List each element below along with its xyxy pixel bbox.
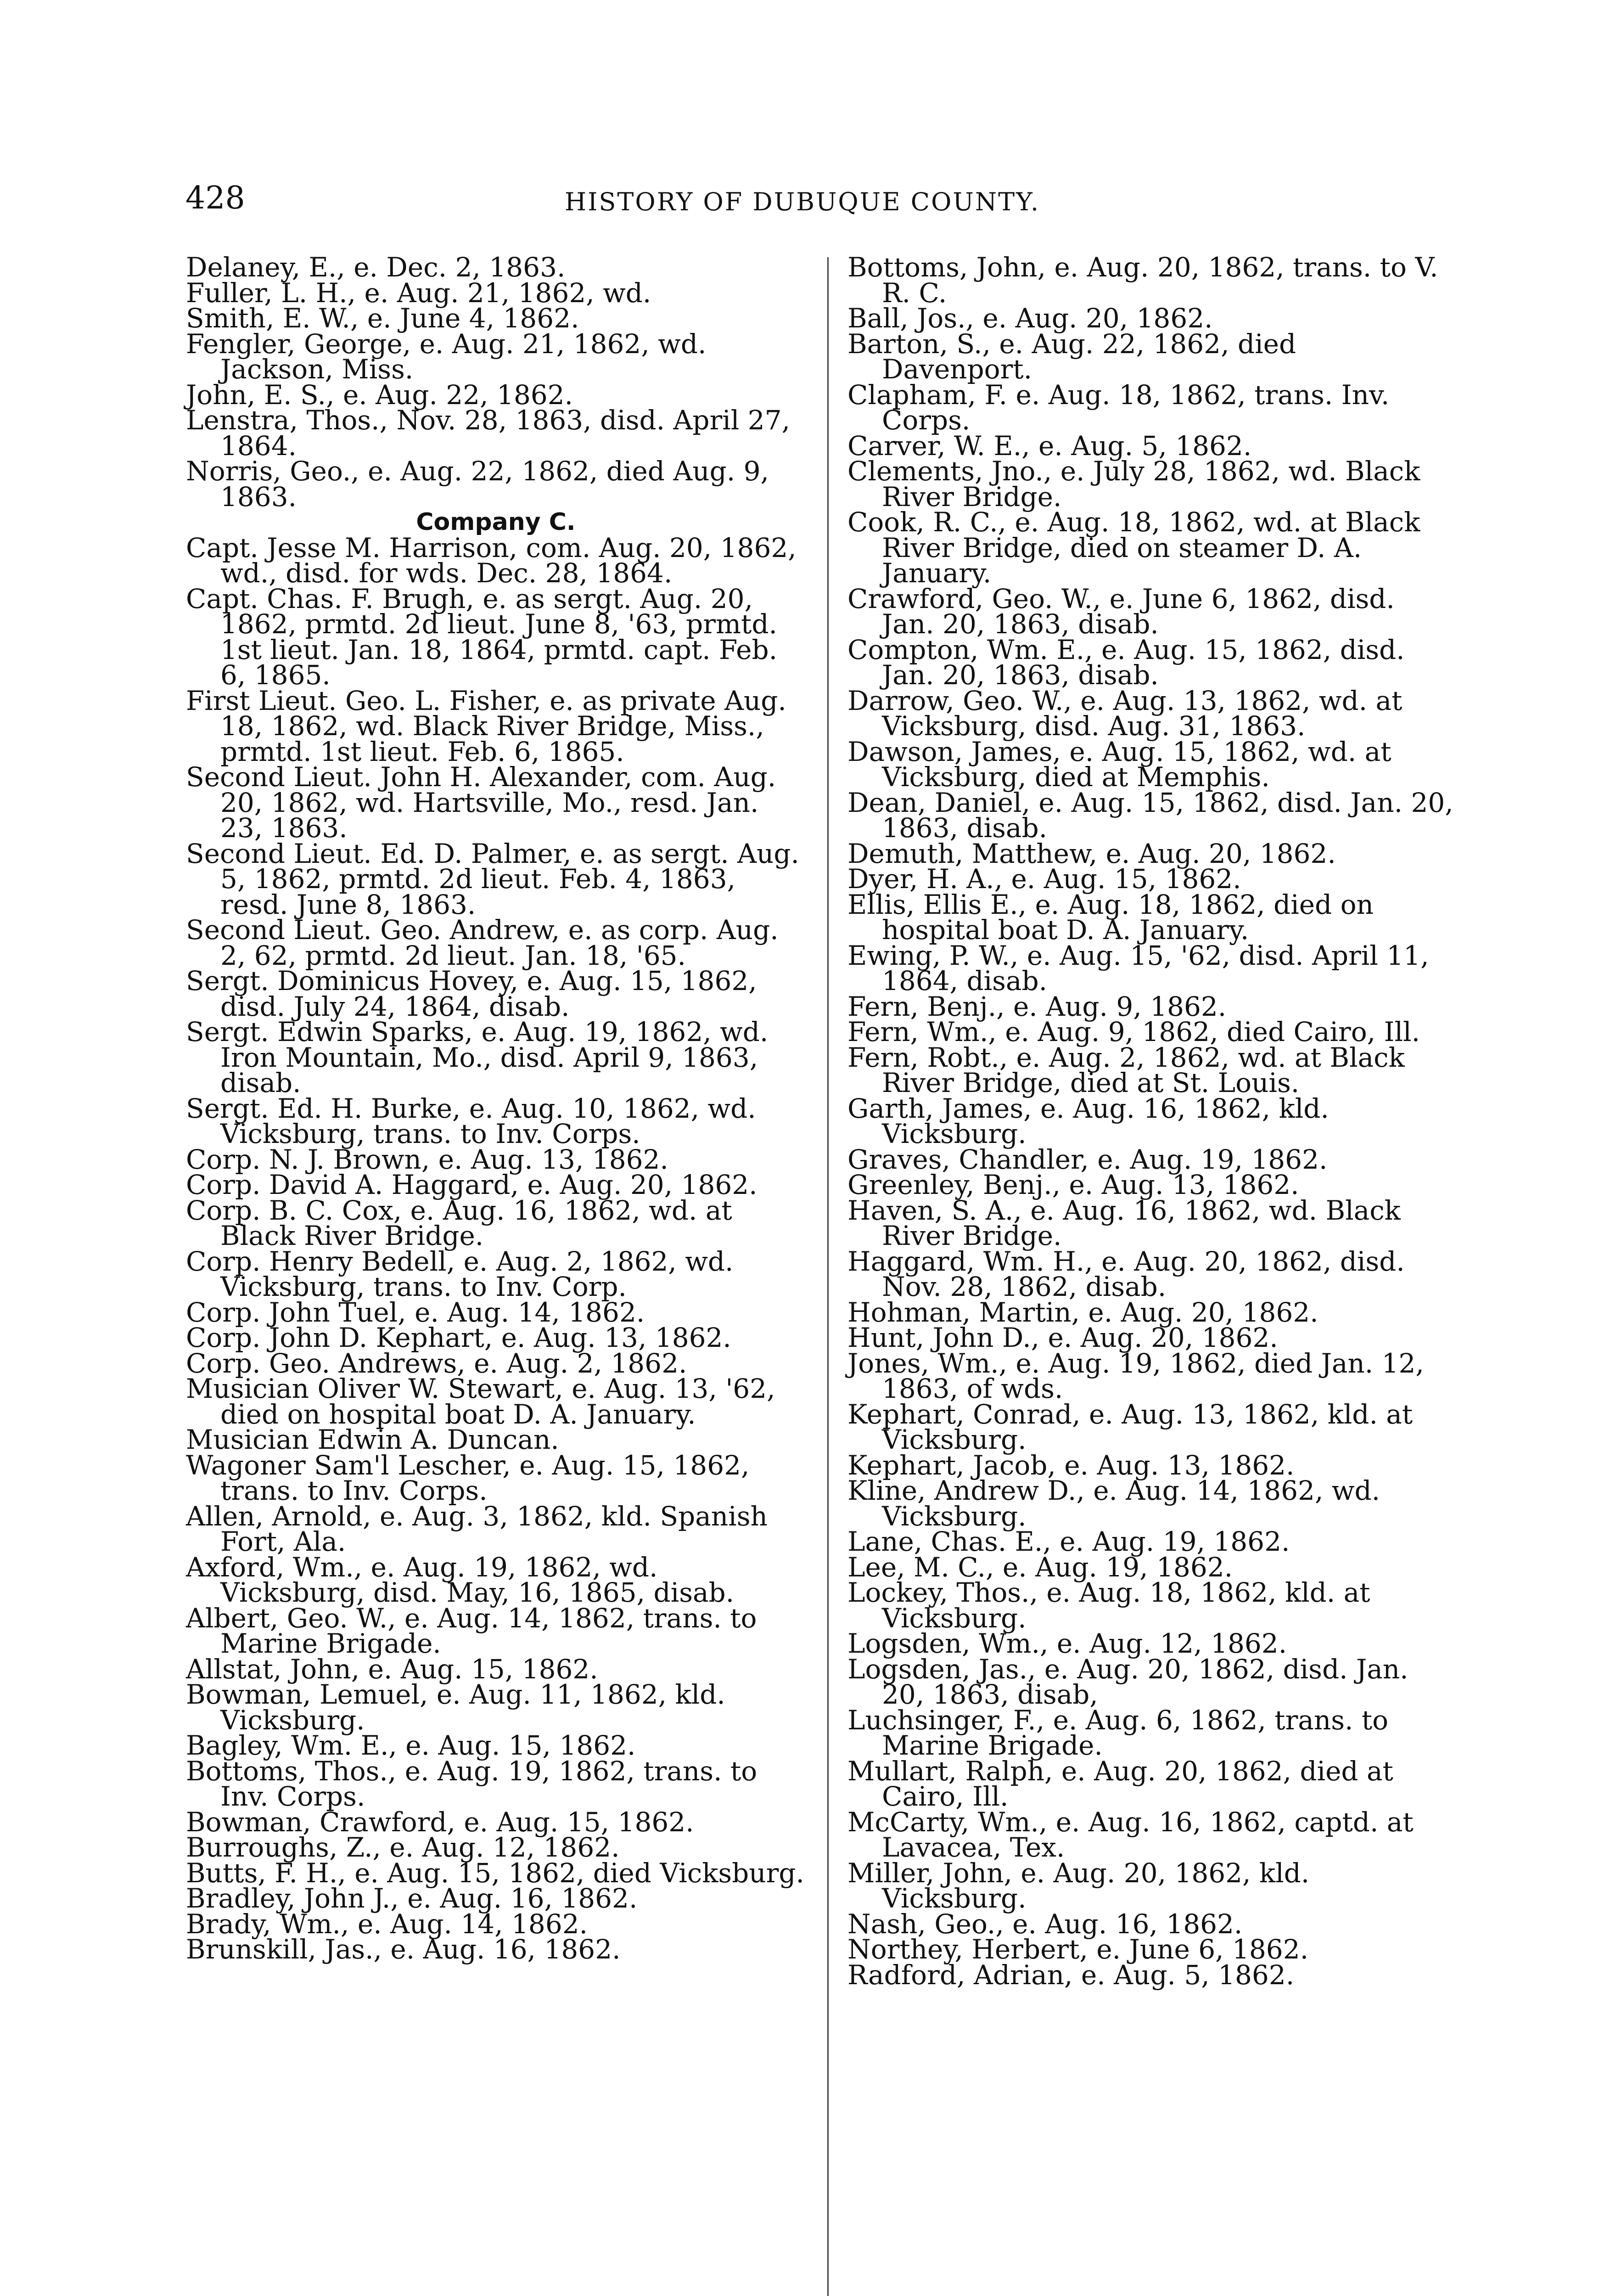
roster-entry: John, E. S., e. Aug. 22, 1862.	[186, 379, 573, 411]
roster-entry: Brunskill, Jas., e. Aug. 16, 1862.	[186, 1934, 621, 1965]
roster-entry: Fern, Wm., e. Aug. 9, 1862, died Cairo, Ill.	[847, 1016, 1420, 1047]
roster-entry: Wagoner Sam'l Lescher, e. Aug. 15, 1862, trans. to Inv. Corps.	[186, 1449, 750, 1506]
roster-entry: Northey, Herbert, e. June 6, 1862.	[847, 1934, 1309, 1965]
roster-entry: Garth, James, e. Aug. 16, 1862, kld. Vicksburg.	[847, 1092, 1329, 1149]
roster-entry: Capt. Jesse M. Harrison, com. Aug. 20, 1862, wd., disd. for wds. Dec. 28, 1864.	[186, 532, 797, 589]
roster-entry: Smith, E. W., e. June 4, 1862.	[186, 303, 579, 334]
section-heading: Company C.	[416, 508, 576, 536]
roster-entry: Hohman, Martin, e. Aug. 20, 1862.	[847, 1296, 1319, 1328]
roster-entry: Ewing, P. W., e. Aug. 15, '62, disd. April 11, 1864, disab.	[847, 940, 1429, 996]
roster-entry: Corp. Henry Bedell, e. Aug. 2, 1862, wd. Vicksburg, trans. to Inv. Corp.	[186, 1245, 734, 1302]
roster-entry: Radford, Adrian, e. Aug. 5, 1862.	[847, 1959, 1295, 1991]
roster-entry: Bottoms, John, e. Aug. 20, 1862, trans. to V. R. C.	[847, 252, 1438, 309]
roster-entry: Clements, Jno., e. July 28, 1862, wd. Black River Bridge.	[847, 456, 1420, 512]
roster-entry: Sergt. Ed. H. Burke, e. Aug. 10, 1862, wd. Vicksburg, trans. to Inv. Corps.	[186, 1092, 756, 1149]
roster-entry: McCarty, Wm., e. Aug. 16, 1862, captd. at Lavacea, Tex.	[847, 1806, 1414, 1863]
roster-entry: Ellis, Ellis E., e. Aug. 18, 1862, died on hospital boat D. A. January.	[847, 889, 1374, 945]
roster-entry: Lane, Chas. E., e. Aug. 19, 1862.	[847, 1526, 1290, 1557]
roster-entry: Haven, S. A., e. Aug. 16, 1862, wd. Black River Bridge.	[847, 1194, 1401, 1251]
roster-entry: Barton, S., e. Aug. 22, 1862, died Davenport.	[847, 328, 1296, 385]
roster-entry: Corp. John D. Kephart, e. Aug. 13, 1862.	[186, 1322, 731, 1353]
roster-entry: Haggard, Wm. H., e. Aug. 20, 1862, disd. Nov. 28, 1862, disab.	[847, 1245, 1405, 1302]
roster-entry: Delaney, E., e. Dec. 2, 1863.	[186, 252, 566, 283]
roster-entry: Musician Oliver W. Stewart, e. Aug. 13, '62, died on hospital boat D. A. January.	[186, 1373, 775, 1430]
roster-entry: Lee, M. C., e. Aug. 19, 1862.	[847, 1551, 1233, 1583]
roster-entry: Ball, Jos., e. Aug. 20, 1862.	[847, 303, 1213, 334]
roster-entry: Corp. N. J. Brown, e. Aug. 13, 1862.	[186, 1143, 668, 1175]
roster-entry: Kline, Andrew D., e. Aug. 14, 1862, wd. Vicksburg.	[847, 1475, 1380, 1532]
roster-entry: Cook, R. C., e. Aug. 18, 1862, wd. at Black River Bridge, died on steamer D. A. January.	[847, 506, 1420, 589]
roster-entry: Logsden, Wm., e. Aug. 12, 1862.	[847, 1628, 1287, 1659]
roster-entry: Carver, W. E., e. Aug. 5, 1862.	[847, 430, 1252, 461]
roster-entry: Clapham, F. e. Aug. 18, 1862, trans. Inv. Corps.	[847, 379, 1390, 436]
roster-entry: Dawson, James, e. Aug. 15, 1862, wd. at Vicksburg, died at Memphis.	[847, 736, 1392, 793]
roster-entry: Graves, Chandler, e. Aug. 19, 1862.	[847, 1143, 1328, 1175]
roster-entry: Capt. Chas. F. Brugh, e. as sergt. Aug. 20, 1862, prmtd. 2d lieut. June 8, '63, prmtd. 1st lieut. Jan. 18, 1864, prmtd. capt. Feb. 6, 1865.	[186, 583, 778, 691]
roster-entry: Fern, Robt., e. Aug. 2, 1862, wd. at Black River Bridge, died at St. Louis.	[847, 1041, 1405, 1098]
roster-entry: Compton, Wm. E., e. Aug. 15, 1862, disd. Jan. 20, 1863, disab.	[847, 634, 1405, 691]
roster-entry: Bottoms, Thos., e. Aug. 19, 1862, trans. to Inv. Corps.	[186, 1755, 758, 1812]
roster-entry: Second Lieut. Ed. D. Palmer, e. as sergt. Aug. 5, 1862, prmtd. 2d lieut. Feb. 4, 1863, resd. June 8, 1863.	[186, 838, 799, 920]
roster-entry: Allstat, John, e. Aug. 15, 1862.	[186, 1653, 598, 1685]
roster-entry: Sergt. Edwin Sparks, e. Aug. 19, 1862, wd. Iron Mountain, Mo., disd. April 9, 1863, disab.	[186, 1016, 769, 1098]
roster-entry: Fuller, L. H., e. Aug. 21, 1862, wd.	[186, 277, 651, 309]
roster-entry: Bowman, Crawford, e. Aug. 15, 1862.	[186, 1806, 694, 1838]
roster-entry: Bowman, Lemuel, e. Aug. 11, 1862, kld. Vicksburg.	[186, 1679, 725, 1736]
roster-entry: Burroughs, Z., e. Aug. 12, 1862.	[186, 1832, 620, 1863]
roster-entry: Corp. David A. Haggard, e. Aug. 20, 1862.	[186, 1169, 758, 1200]
roster-entry: Brady, Wm., e. Aug. 14, 1862.	[186, 1908, 588, 1940]
roster-entry: Lenstra, Thos., Nov. 28, 1863, disd. April 27, 1864.	[186, 405, 791, 461]
roster-entry: Mullart, Ralph, e. Aug. 20, 1862, died at Cairo, Ill.	[847, 1755, 1393, 1812]
roster-entry: Demuth, Matthew, e. Aug. 20, 1862.	[847, 838, 1336, 869]
roster-entry: Kephart, Conrad, e. Aug. 13, 1862, kld. at Vicksburg.	[847, 1398, 1413, 1455]
roster-entry: Bagley, Wm. E., e. Aug. 15, 1862.	[186, 1730, 636, 1761]
roster-entry: Norris, Geo., e. Aug. 22, 1862, died Aug. 9, 1863.	[186, 456, 769, 512]
column-divider	[827, 257, 829, 2296]
roster-entry: Fengler, George, e. Aug. 21, 1862, wd. Jackson, Miss.	[186, 328, 707, 385]
roster-entry: Hunt, John D., e. Aug. 20, 1862.	[847, 1322, 1278, 1353]
roster-entry: Corp. B. C. Cox, e. Aug. 16, 1862, wd. at Black River Bridge.	[186, 1194, 732, 1251]
roster-entry: Sergt. Dominicus Hovey, e. Aug. 15, 1862, disd. July 24, 1864, disab.	[186, 965, 757, 1022]
roster-entry: Dyer, H. A., e. Aug. 15, 1862.	[847, 863, 1241, 895]
roster-entry: Luchsinger, F., e. Aug. 6, 1862, trans. to Marine Brigade.	[847, 1704, 1389, 1761]
roster-entry: Darrow, Geo. W., e. Aug. 13, 1862, wd. at Vicksburg, disd. Aug. 31, 1863.	[847, 685, 1403, 742]
roster-entry: Lockey, Thos., e. Aug. 18, 1862, kld. at Vicksburg.	[847, 1577, 1370, 1634]
right-column	[847, 252, 1453, 1991]
roster-entry: Jones, Wm., e. Aug. 19, 1862, died Jan. 12, 1863, of wds.	[847, 1347, 1424, 1404]
roster-entry: Second Lieut. John H. Alexander, com. Aug. 20, 1862, wd. Hartsville, Mo., resd. Jan. 23, 1863.	[186, 761, 776, 844]
roster-entry: Bradley, John J., e. Aug. 16, 1862.	[186, 1883, 638, 1914]
roster-entry: Greenley, Benj., e. Aug. 13, 1862.	[847, 1169, 1299, 1200]
roster-entry: First Lieut. Geo. L. Fisher, e. as private Aug. 18, 1862, wd. Black River Bridge, Miss., prmtd. 1st lieut. Feb. 6, 1865.	[186, 685, 786, 767]
roster-entry: Miller, John, e. Aug. 20, 1862, kld. Vicksburg.	[847, 1857, 1310, 1914]
roster-entry: Second Lieut. Geo. Andrew, e. as corp. Aug. 2, 62, prmtd. 2d lieut. Jan. 18, '65.	[186, 914, 779, 971]
roster-entry: Allen, Arnold, e. Aug. 3, 1862, kld. Spanish Fort, Ala.	[186, 1500, 768, 1557]
roster-entry: Kephart, Jacob, e. Aug. 13, 1862.	[847, 1449, 1295, 1481]
roster-entry: Albert, Geo. W., e. Aug. 14, 1862, trans. to Marine Brigade.	[186, 1602, 757, 1659]
roster-entry: Nash, Geo., e. Aug. 16, 1862.	[847, 1908, 1243, 1940]
roster-entry: Fern, Benj., e. Aug. 9, 1862.	[847, 990, 1227, 1022]
page-number: 428	[185, 180, 245, 216]
roster-entry: Axford, Wm., e. Aug. 19, 1862, wd. Vicksburg, disd. May, 16, 1865, disab.	[186, 1551, 735, 1608]
roster-entry: Corp. John Tuel, e. Aug. 14, 1862.	[186, 1296, 645, 1328]
roster-entry: Logsden, Jas., e. Aug. 20, 1862, disd. Jan. 20, 1863, disab,	[847, 1653, 1408, 1710]
roster-entry: Crawford, Geo. W., e. June 6, 1862, disd. Jan. 20, 1863, disab.	[847, 583, 1395, 640]
roster-entry: Musician Edwin A. Duncan.	[186, 1424, 559, 1455]
roster-entry: Dean, Daniel, e. Aug. 15, 1862, disd. Jan. 20, 1863, disab.	[847, 787, 1453, 844]
left-column	[186, 252, 806, 1965]
roster-entry: Butts, F. H., e. Aug. 15, 1862, died Vicksburg.	[186, 1857, 804, 1889]
roster-entry: Corp. Geo. Andrews, e. Aug. 2, 1862.	[186, 1347, 687, 1379]
running-head-title: HISTORY OF DUBUQUE COUNTY.	[565, 187, 1040, 216]
